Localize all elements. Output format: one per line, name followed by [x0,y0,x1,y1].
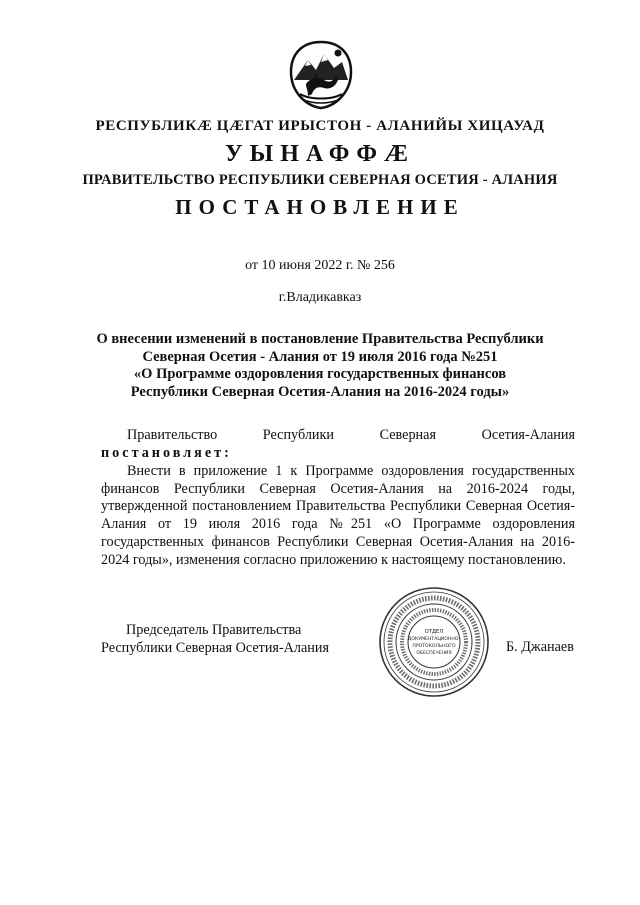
signatory-title-line: Председатель Правительства [126,622,302,638]
signatory-title [101,621,329,657]
signatory-title-line: Республики Северная Осетия-Алания [101,640,330,656]
header-ossetian-government: РЕСПУБЛИКÆ ЦÆГАТ ИРЫСТОН - АЛАНИЙЫ ХИЦАУАД [95,118,545,134]
seal-text: ПРОТОКОЛЬНОГО [412,644,456,649]
decree-date-number: от 10 июня 2022 г. № 256 [245,258,395,273]
body-paragraph-resolves: постановляет: [101,445,232,461]
body-paragraph-main: Внести в приложение 1 к Программе оздоровления государственных финансов Республики Северная Осетия-Алания на 2016-2024 годы, утвержденной постановлением Правительства Республики Северная Осетия-Алания от 19 июля 2016 года №251 «О Программе оздоровления государственных финансов Республики Северная Осетия-Алания на 2016-2024 годы», изменения согласно приложению к настоящему постановлению. [101,463,575,568]
official-seal-icon [378,586,490,698]
decree-title-line: Республики Северная Осетия-Алания на 2016-2024 годы» [130,383,510,400]
decree-title-line: О внесении изменений в постановление Правительства Республики [96,331,544,347]
header-decree-type: ПОСТАНОВЛЕНИЕ [175,195,465,219]
seal-text: ДОКУМЕНТАЦИОННО- [407,637,461,642]
seal-text: ОБЕСПЕЧЕНИЯ [416,651,452,656]
header-ossetian-decree: УЫНАФФÆ [225,141,415,167]
header-government-name: ПРАВИТЕЛЬСТВО РЕСПУБЛИКИ СЕВЕРНАЯ ОСЕТИЯ - АЛАНИЯ [82,172,558,188]
decree-city: г.Владикавказ [278,290,362,305]
decree-title-line: «О Программе оздоровления государственных финансов [133,366,507,382]
seal-text: ОТДЕЛ [424,629,444,635]
signatory-name: Б. Джанаев [506,639,574,655]
coat-of-arms-icon [288,40,354,110]
decree-title [0,331,640,401]
decree-title-line: Северная Осетия - Алания от 19 июля 2016 года №251 [142,348,498,365]
body-paragraph-preamble: Правительство Республики Северная Осетия-Алания [127,427,575,443]
